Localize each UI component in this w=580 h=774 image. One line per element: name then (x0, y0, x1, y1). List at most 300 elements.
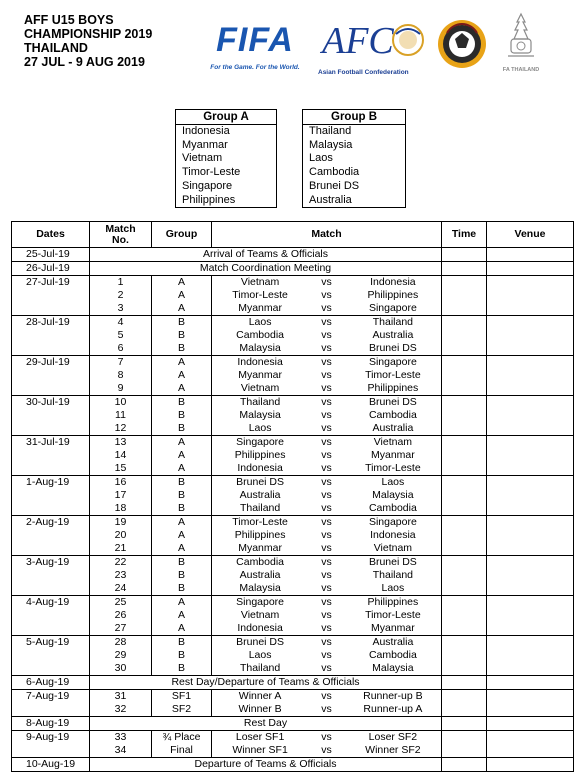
match-row (12, 382, 574, 396)
col-match-no (90, 222, 152, 248)
match-cell (212, 744, 442, 758)
date-cell: 30-Jul-19 (12, 396, 90, 410)
venue-cell (487, 502, 574, 516)
time-cell (442, 731, 487, 745)
match-no-cell: 9 (90, 382, 152, 396)
match-cell (212, 289, 442, 302)
time-cell (442, 342, 487, 356)
match-row (12, 409, 574, 422)
time-cell (442, 489, 487, 502)
match-cell (212, 409, 442, 422)
date-cell (12, 649, 90, 662)
vs-label: vs (321, 289, 332, 301)
match-no-cell: 26 (90, 609, 152, 622)
home-team: Malaysia (239, 582, 281, 594)
group-team: Philippines (182, 193, 236, 206)
title-line: THAILAND (24, 41, 88, 55)
match-no-cell: 25 (90, 596, 152, 610)
group-cell: A (152, 542, 212, 556)
home-team: Singapore (236, 596, 285, 608)
fa-thailand-caption: FA THAILAND (502, 67, 540, 73)
away-team: Thailand (372, 316, 414, 328)
afc-tagline: Asian Football Confederation (318, 69, 409, 76)
title-line: CHAMPIONSHIP 2019 (24, 27, 153, 41)
home-team: Loser SF1 (235, 731, 285, 743)
home-team: Laos (248, 316, 272, 328)
home-team: Vietnam (240, 276, 280, 288)
date-cell (12, 382, 90, 396)
group-cell: B (152, 476, 212, 490)
home-team: Malaysia (239, 342, 281, 354)
date-cell (12, 302, 90, 316)
away-team: Timor-Leste (365, 369, 421, 381)
venue-cell (487, 516, 574, 530)
fa-thailand-crest-icon (500, 12, 542, 62)
match-cell (212, 382, 442, 396)
time-cell (442, 622, 487, 636)
match-cell (212, 690, 442, 704)
venue-cell (487, 329, 574, 342)
home-team: Brunei DS (236, 476, 285, 488)
match-no-cell: 10 (90, 396, 152, 410)
home-team: Winner A (238, 690, 282, 702)
group-cell: A (152, 436, 212, 450)
date-cell (12, 289, 90, 302)
home-team: Philippines (234, 449, 286, 461)
col-time: Time (442, 222, 487, 248)
group-cell: A (152, 596, 212, 610)
match-no-cell: 13 (90, 436, 152, 450)
group-cell: SF1 (152, 690, 212, 704)
time-cell (442, 649, 487, 662)
home-team: Brunei DS (236, 636, 285, 648)
vs-label: vs (321, 690, 332, 702)
group-cell: A (152, 622, 212, 636)
venue-cell (487, 529, 574, 542)
title-line: 27 JUL - 9 AUG 2019 (24, 55, 145, 69)
group-team: Brunei DS (309, 179, 360, 192)
away-team: Malaysia (372, 662, 414, 674)
venue-cell (487, 302, 574, 316)
away-team: Indonesia (370, 276, 416, 288)
match-cell (212, 556, 442, 570)
date-cell: 8-Aug-19 (12, 717, 90, 731)
match-no-cell: 1 (90, 276, 152, 290)
group-cell: A (152, 289, 212, 302)
match-cell (212, 342, 442, 356)
match-no-cell: 24 (90, 582, 152, 596)
date-cell: 3-Aug-19 (12, 556, 90, 570)
away-team: Myanmar (371, 622, 415, 634)
vs-label: vs (321, 502, 332, 514)
venue-cell (487, 316, 574, 330)
vs-label: vs (321, 276, 332, 288)
vs-label: vs (321, 436, 332, 448)
time-cell (442, 717, 487, 731)
away-team: Philippines (367, 382, 419, 394)
match-no-cell: 21 (90, 542, 152, 556)
match-no-cell: 6 (90, 342, 152, 356)
match-cell (212, 476, 442, 490)
home-team: Timor-Leste (232, 516, 288, 528)
time-cell (442, 262, 487, 276)
match-no-cell: 4 (90, 316, 152, 330)
match-no-cell: 30 (90, 662, 152, 676)
match-no-cell: 20 (90, 529, 152, 542)
venue-cell (487, 396, 574, 410)
date-cell (12, 662, 90, 676)
group-team: Australia (309, 193, 352, 206)
home-team: Myanmar (238, 369, 282, 381)
fifa-wordmark: FIFA (216, 21, 294, 59)
date-cell: 2-Aug-19 (12, 516, 90, 530)
group-team: Singapore (182, 179, 233, 192)
match-cell (212, 662, 442, 676)
date-cell (12, 529, 90, 542)
schedule-note-row (12, 758, 574, 772)
time-cell (442, 516, 487, 530)
note-cell: Rest Day/Departure of Teams & Officials (90, 676, 442, 690)
time-cell (442, 596, 487, 610)
venue-cell (487, 676, 574, 690)
group-team: Indonesia (182, 125, 230, 137)
time-cell (442, 703, 487, 717)
venue-cell (487, 758, 574, 772)
vs-label: vs (321, 302, 332, 314)
match-row (12, 542, 574, 556)
group-cell: B (152, 489, 212, 502)
date-cell (12, 422, 90, 436)
home-team: Cambodia (236, 329, 285, 341)
col-group: Group (152, 222, 212, 248)
venue-cell (487, 449, 574, 462)
time-cell (442, 758, 487, 772)
time-cell (442, 569, 487, 582)
match-row (12, 449, 574, 462)
note-cell: Match Coordination Meeting (90, 262, 442, 276)
match-no-cell: 32 (90, 703, 152, 717)
match-no-cell: 14 (90, 449, 152, 462)
group-cell: B (152, 649, 212, 662)
date-cell (12, 703, 90, 717)
vs-label: vs (321, 596, 332, 608)
date-cell (12, 542, 90, 556)
group-cell: A (152, 356, 212, 370)
aff-logo (437, 15, 487, 73)
schedule-body (12, 248, 574, 772)
venue-cell (487, 556, 574, 570)
match-cell (212, 422, 442, 436)
venue-cell (487, 342, 574, 356)
match-row (12, 569, 574, 582)
vs-label: vs (321, 636, 332, 648)
match-no-cell: 28 (90, 636, 152, 650)
group-cell: B (152, 502, 212, 516)
match-no-cell: 29 (90, 649, 152, 662)
match-cell (212, 569, 442, 582)
group-team: Laos (309, 152, 333, 165)
date-cell (12, 582, 90, 596)
match-no-cell: 22 (90, 556, 152, 570)
venue-cell (487, 382, 574, 396)
time-cell (442, 462, 487, 476)
vs-label: vs (321, 489, 332, 501)
date-cell (12, 609, 90, 622)
match-no-cell: 18 (90, 502, 152, 516)
group-cell: B (152, 636, 212, 650)
group-cell: A (152, 609, 212, 622)
home-team: Indonesia (237, 622, 283, 634)
away-team: Vietnam (373, 436, 413, 448)
col-match: Match (212, 222, 442, 248)
home-team: Laos (248, 649, 272, 661)
match-row (12, 436, 574, 450)
group-cell: A (152, 276, 212, 290)
group-team: Myanmar (182, 138, 228, 151)
away-team: Runner-up B (363, 690, 423, 702)
date-cell: 4-Aug-19 (12, 596, 90, 610)
schedule-note-row (12, 248, 574, 262)
group-cell: A (152, 382, 212, 396)
group-team: Thailand (309, 125, 352, 137)
match-row (12, 744, 574, 758)
match-cell (212, 622, 442, 636)
match-cell (212, 609, 442, 622)
fifa-logo (205, 22, 305, 74)
away-team: Cambodia (368, 649, 417, 661)
group-a-header: Group A (176, 110, 277, 125)
time-cell (442, 556, 487, 570)
schedule-header-row (12, 222, 574, 248)
date-cell (12, 369, 90, 382)
time-cell (442, 744, 487, 758)
time-cell (442, 542, 487, 556)
match-cell (212, 582, 442, 596)
group-team: Malaysia (309, 138, 353, 151)
vs-label: vs (321, 409, 332, 421)
away-team: Singapore (368, 516, 417, 528)
match-no-cell: 5 (90, 329, 152, 342)
match-row (12, 329, 574, 342)
venue-cell (487, 436, 574, 450)
away-team: Australia (372, 636, 414, 648)
col-dates: Dates (12, 222, 90, 248)
group-cell: B (152, 329, 212, 342)
note-cell: Departure of Teams & Officials (90, 758, 442, 772)
time-cell (442, 529, 487, 542)
match-cell (212, 449, 442, 462)
away-team: Philippines (367, 289, 419, 301)
match-no-cell: 15 (90, 462, 152, 476)
date-cell: 5-Aug-19 (12, 636, 90, 650)
away-team: Timor-Leste (365, 462, 421, 474)
date-cell: 31-Jul-19 (12, 436, 90, 450)
home-team: Myanmar (238, 542, 282, 554)
date-cell: 29-Jul-19 (12, 356, 90, 370)
match-no-cell: 3 (90, 302, 152, 316)
group-cell: A (152, 449, 212, 462)
away-team: Vietnam (373, 542, 413, 554)
match-row (12, 476, 574, 490)
match-row (12, 529, 574, 542)
time-cell (442, 422, 487, 436)
match-row (12, 556, 574, 570)
afc-wordmark: AFC (322, 20, 394, 60)
group-cell: A (152, 369, 212, 382)
away-team: Cambodia (368, 409, 417, 421)
match-cell (212, 489, 442, 502)
time-cell (442, 476, 487, 490)
venue-cell (487, 569, 574, 582)
group-cell: B (152, 342, 212, 356)
vs-label: vs (321, 369, 332, 381)
match-row (12, 342, 574, 356)
fifa-tagline: For the Game. For the World. (210, 64, 300, 71)
schedule-note-row (12, 676, 574, 690)
group-cell: A (152, 516, 212, 530)
group-cell: A (152, 462, 212, 476)
vs-label: vs (321, 396, 332, 408)
match-cell (212, 329, 442, 342)
match-cell (212, 649, 442, 662)
away-team: Malaysia (372, 489, 414, 501)
group-team: Timor-Leste (182, 166, 241, 179)
group-a-table (175, 109, 277, 208)
venue-cell (487, 596, 574, 610)
home-team: Vietnam (240, 609, 280, 621)
home-team: Vietnam (240, 382, 280, 394)
group-cell: A (152, 529, 212, 542)
col-match-no-line: Match (105, 222, 136, 235)
match-no-cell: 23 (90, 569, 152, 582)
home-team: Timor-Leste (232, 289, 288, 301)
venue-cell (487, 262, 574, 276)
date-cell (12, 329, 90, 342)
match-no-cell: 16 (90, 476, 152, 490)
vs-label: vs (321, 622, 332, 634)
match-no-cell: 33 (90, 731, 152, 745)
venue-cell (487, 582, 574, 596)
schedule-note-row (12, 717, 574, 731)
date-cell (12, 569, 90, 582)
date-cell: 25-Jul-19 (12, 248, 90, 262)
afc-emblem-icon (318, 20, 430, 60)
venue-cell (487, 649, 574, 662)
vs-label: vs (321, 744, 332, 756)
home-team: Indonesia (237, 356, 283, 368)
away-team: Myanmar (371, 449, 415, 461)
date-cell: 6-Aug-19 (12, 676, 90, 690)
match-row (12, 369, 574, 382)
match-no-cell: 8 (90, 369, 152, 382)
match-cell (212, 302, 442, 316)
date-cell: 9-Aug-19 (12, 731, 90, 745)
home-team: Thailand (239, 502, 281, 514)
vs-label: vs (321, 731, 332, 743)
group-cell: B (152, 582, 212, 596)
match-cell (212, 731, 442, 745)
group-cell: B (152, 556, 212, 570)
vs-label: vs (321, 342, 332, 354)
vs-label: vs (321, 556, 332, 568)
vs-label: vs (321, 569, 332, 581)
match-cell (212, 276, 442, 290)
date-cell: 27-Jul-19 (12, 276, 90, 290)
date-cell (12, 449, 90, 462)
home-team: Thailand (239, 396, 281, 408)
match-row (12, 636, 574, 650)
away-team: Singapore (368, 356, 417, 368)
away-team: Timor-Leste (365, 609, 421, 621)
match-row (12, 489, 574, 502)
date-cell (12, 622, 90, 636)
venue-cell (487, 744, 574, 758)
time-cell (442, 636, 487, 650)
col-venue: Venue (487, 222, 574, 248)
date-cell: 28-Jul-19 (12, 316, 90, 330)
date-cell (12, 409, 90, 422)
aff-emblem-icon (437, 15, 487, 73)
venue-cell (487, 609, 574, 622)
vs-label: vs (321, 356, 332, 368)
match-cell (212, 596, 442, 610)
venue-cell (487, 289, 574, 302)
date-cell (12, 744, 90, 758)
match-no-cell: 11 (90, 409, 152, 422)
match-row (12, 502, 574, 516)
title-line: AFF U15 BOYS (24, 13, 114, 27)
match-schedule-table (11, 221, 574, 772)
time-cell (442, 436, 487, 450)
match-cell (212, 316, 442, 330)
home-team: Laos (248, 422, 272, 434)
match-row (12, 662, 574, 676)
date-cell: 10-Aug-19 (12, 758, 90, 772)
match-cell (212, 462, 442, 476)
match-cell (212, 636, 442, 650)
match-row (12, 422, 574, 436)
away-team: Brunei DS (368, 556, 417, 568)
date-cell: 1-Aug-19 (12, 476, 90, 490)
time-cell (442, 382, 487, 396)
match-row (12, 516, 574, 530)
match-row (12, 462, 574, 476)
match-row (12, 356, 574, 370)
match-no-cell: 27 (90, 622, 152, 636)
match-cell (212, 502, 442, 516)
time-cell (442, 396, 487, 410)
venue-cell (487, 662, 574, 676)
group-cell: ¾ Place (152, 731, 212, 745)
away-team: Runner-up A (363, 703, 423, 715)
venue-cell (487, 276, 574, 290)
away-team: Winner SF2 (365, 744, 421, 756)
date-cell: 7-Aug-19 (12, 690, 90, 704)
time-cell (442, 409, 487, 422)
group-cell: Final (152, 744, 212, 758)
vs-label: vs (321, 516, 332, 528)
group-team: Cambodia (309, 166, 360, 179)
home-team: Winner SF1 (232, 744, 288, 756)
vs-label: vs (321, 609, 332, 621)
group-team: Vietnam (182, 152, 223, 165)
venue-cell (487, 248, 574, 262)
match-cell (212, 369, 442, 382)
group-cell: B (152, 409, 212, 422)
time-cell (442, 302, 487, 316)
note-cell: Arrival of Teams & Officials (90, 248, 442, 262)
match-row (12, 703, 574, 717)
